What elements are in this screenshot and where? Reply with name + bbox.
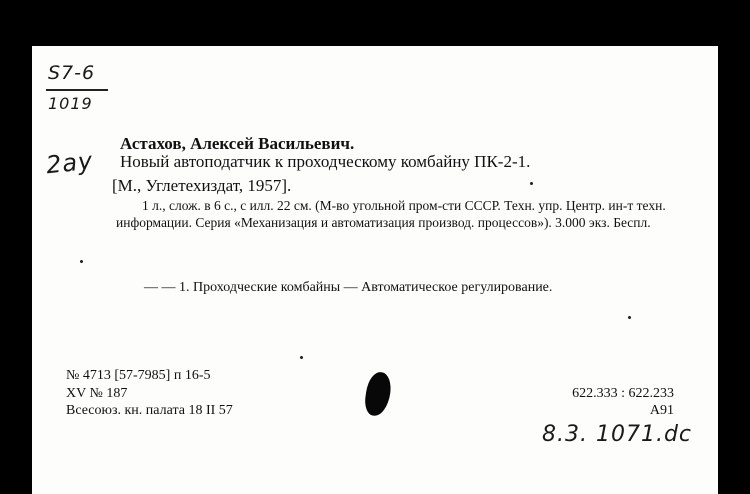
catalog-card <box>32 46 718 494</box>
shelfmark-divider <box>46 89 108 91</box>
collation-and-series: 1 л., слож. в 6 с., с илл. 22 см. (М-во угольной пром-сти СССР. Техн. упр. Центр. ин-т техн. информации. Серия «Механизация и автоматизация производ. процессов»). 3.000 экз. Беспл. <box>116 198 666 230</box>
speck <box>80 260 83 263</box>
registry-line-2: XV № 187 <box>66 386 128 401</box>
speck <box>530 182 533 185</box>
speck <box>300 356 303 359</box>
library-classification: А91 <box>649 403 674 418</box>
book-title: Новый автоподатчик к проходческому комбайну ПК-2-1. <box>120 152 531 171</box>
shelfmark-top: S7-6 <box>48 62 96 84</box>
imprint: [М., Углетехиздат, 1957]. <box>112 176 292 195</box>
handwritten-margin-mark: 2ау <box>44 146 95 180</box>
registry-line-3: Всесоюз. кн. палата 18 II 57 <box>66 403 233 418</box>
author-heading: Астахов, Алексей Васильевич. <box>120 134 355 153</box>
registry-line-1: № 4713 [57-7985] п 16-5 <box>66 368 211 383</box>
shelfmark-bottom: 1019 <box>48 94 93 113</box>
udc-classification: 622.333 : 622.233 <box>572 386 674 401</box>
subject-heading: — — 1. Проходческие комбайны — Автоматическое регулирование. <box>144 280 553 295</box>
ink-blot <box>363 371 393 418</box>
speck <box>628 316 631 319</box>
handwritten-signature: 8.3. 1071.dc <box>541 422 692 447</box>
